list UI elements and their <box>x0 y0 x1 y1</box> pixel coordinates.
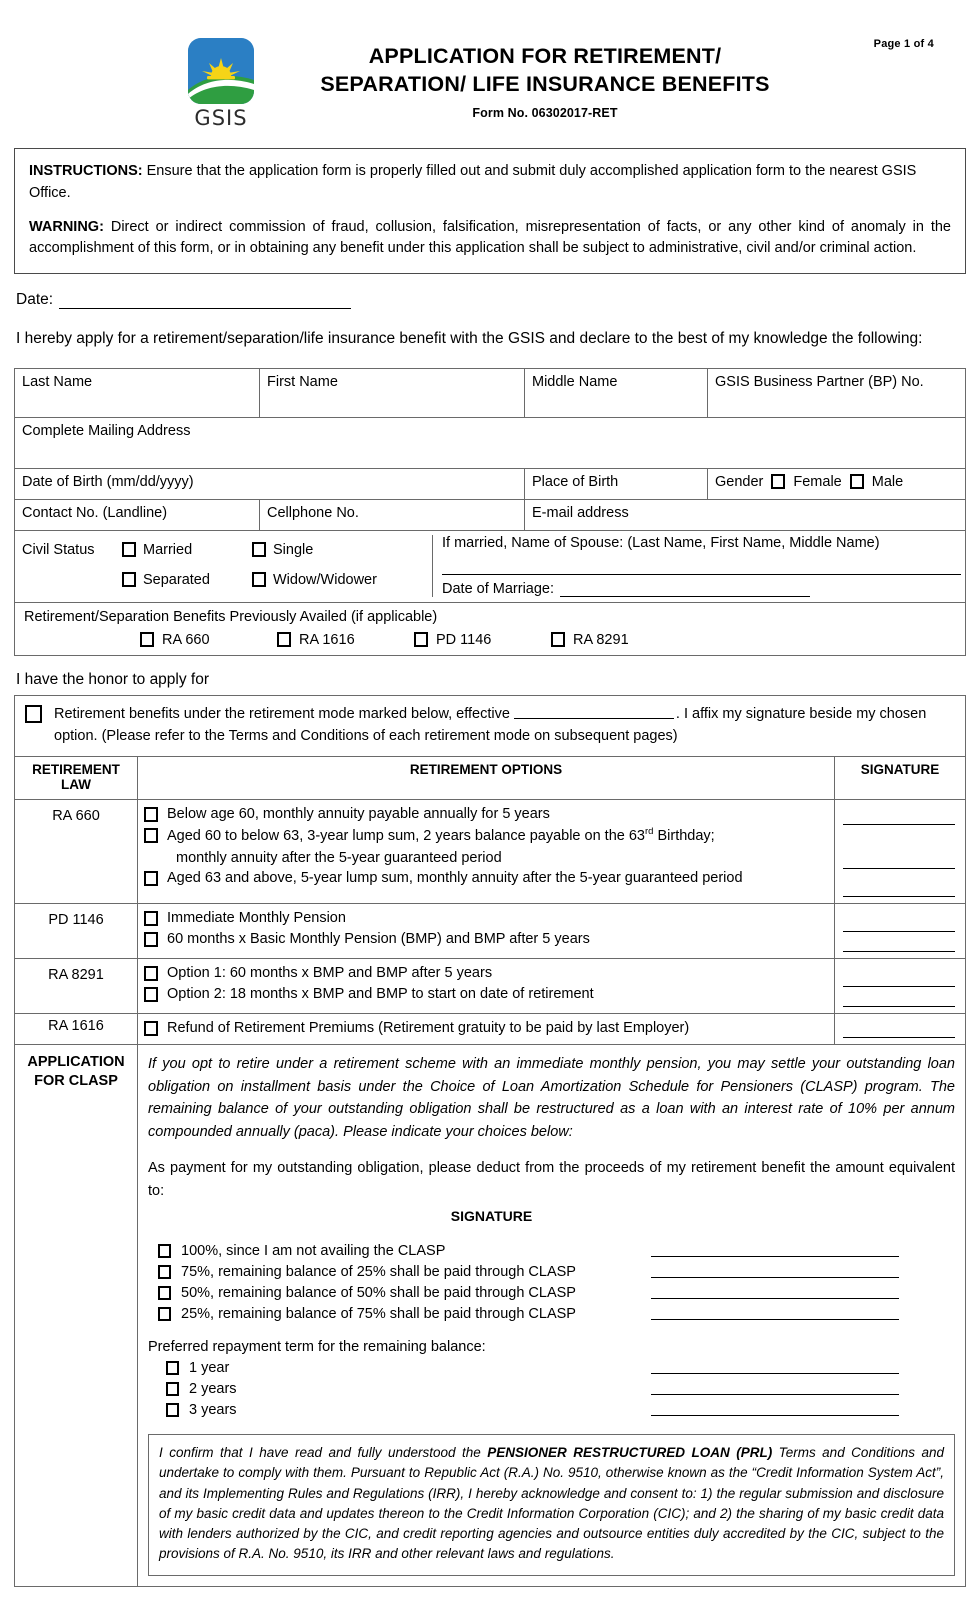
label-landline: Contact No. (Landline) <box>22 504 168 521</box>
honor-box <box>14 695 966 756</box>
label-clasp-100: 100%, since I am not availing the CLASP <box>181 1242 446 1259</box>
table-row-names <box>15 368 966 417</box>
label-prev-ra660: RA 660 <box>162 631 210 648</box>
clasp-payment-text: As payment for my outstanding obligation, please deduct from the proceeds of my retirement benefit the amount equivalent to: <box>148 1160 955 1199</box>
clasp-signature-header: SIGNATURE <box>450 1208 533 1225</box>
clasp-intro: If you opt to retire under a retirement scheme with an immediate monthly pension, you may settle your outstanding loan obligation on installment basis under the Choice of Loan Amortization Schedule for Pensioners (CLASP) program. The remaining balance of your outstanding obligation shall be restructured as a loan with an interest rate of 10% per annum compounded annually (paca). Please indicate your choices below: <box>148 1056 955 1140</box>
field-gender <box>708 468 966 499</box>
label-gender: Gender <box>715 473 764 490</box>
option-widow[interactable] <box>252 572 382 588</box>
label-clasp-25: 25%, remaining balance of 75% shall be paid through CLASP <box>181 1305 576 1322</box>
checkbox-ra8291-2[interactable] <box>144 987 158 1002</box>
instructions-box <box>14 148 966 274</box>
table-row-contact <box>15 499 966 530</box>
table-row-birth <box>15 468 966 499</box>
label-cellphone: Cellphone No. <box>267 504 359 521</box>
honor-text-a: Retirement benefits under the retirement mode marked below, effective <box>54 705 510 722</box>
civil-status-section <box>15 530 966 602</box>
retirement-table-header <box>15 756 966 799</box>
field-middle-name[interactable] <box>525 368 708 417</box>
checkbox-honor-wrap[interactable] <box>25 703 54 748</box>
declaration-text: I hereby apply for a retirement/separation/life insurance benefit with the GSIS and declare to the best of my knowledge the following: <box>16 330 923 347</box>
previously-availed-options <box>22 632 965 648</box>
label-gender-female: Female <box>793 473 842 490</box>
checkbox-pd1146-2[interactable] <box>144 932 158 947</box>
option-ra8291-1[interactable] <box>144 963 828 984</box>
checkbox-clasp-50[interactable] <box>158 1286 171 1300</box>
clasp-term-title: Preferred repayment term for the remaining balance: <box>148 1339 486 1356</box>
option-term-3-years[interactable] <box>148 1399 955 1420</box>
instructions-paragraph <box>29 161 951 205</box>
law-ra660: RA 660 <box>15 799 138 903</box>
header-signature: SIGNATURE <box>835 756 966 799</box>
table-row-clasp <box>15 1045 966 1586</box>
warning-text: Direct or indirect commission of fraud, collusion, falsification, misrepresentation of facts, or any other kind of anomaly in the accomplishment of this form, or in obtaining any benefit under this application shall be subject to administrative, civil and/or criminal action. <box>29 218 951 257</box>
prl-confirmation-box <box>148 1434 955 1576</box>
option-pd1146-1[interactable] <box>144 908 828 929</box>
date-of-marriage-row <box>442 581 965 597</box>
label-married: Married <box>143 541 193 558</box>
option-prev-ra1616[interactable] <box>277 632 414 648</box>
input-effective-date[interactable] <box>514 705 674 719</box>
checkbox-ra660-1[interactable] <box>144 807 158 822</box>
form-title-line-2: SEPARATION/ LIFE INSURANCE BENEFITS <box>320 72 770 97</box>
table-row-civil-status <box>15 530 966 602</box>
law-clasp-line2: FOR CLASP <box>34 1073 118 1090</box>
clasp-percent-options <box>148 1240 955 1324</box>
checkbox-prev-ra8291[interactable] <box>551 632 565 647</box>
label-bp-no: GSIS Business Partner (BP) No. <box>715 373 924 390</box>
law-pd1146: PD 1146 <box>15 903 138 958</box>
page-number <box>874 38 934 50</box>
clasp-term-options <box>148 1357 955 1420</box>
label-previously-availed: Retirement/Separation Benefits Previously Availed (if applicable) <box>24 608 438 625</box>
gsis-logo-text: GSIS <box>194 106 248 130</box>
header-retirement-law-line1: RETIREMENT <box>32 761 120 777</box>
signature-line-clasp-100[interactable] <box>651 1244 899 1257</box>
option-term-1-year[interactable] <box>148 1357 955 1378</box>
header-retirement-options: RETIREMENT OPTIONS <box>138 756 835 799</box>
field-bp-no[interactable] <box>708 368 966 417</box>
header-retirement-law-line2: LAW <box>61 777 91 793</box>
field-date-of-birth[interactable] <box>15 468 525 499</box>
personal-info-table <box>14 368 966 656</box>
signature-line-term-2-years[interactable] <box>651 1382 899 1395</box>
label-single: Single <box>273 541 314 558</box>
checkbox-married[interactable] <box>122 542 136 557</box>
signature-cell-ra1616 <box>835 1013 966 1045</box>
label-civil-status: Civil Status <box>22 541 95 558</box>
field-first-name[interactable] <box>260 368 525 417</box>
label-mailing-address: Complete Mailing Address <box>22 422 191 439</box>
signature-line-term-1-year[interactable] <box>651 1361 899 1374</box>
checkbox-prev-ra660[interactable] <box>140 632 154 647</box>
label-date-of-marriage: Date of Marriage: <box>442 580 555 597</box>
checkbox-gender-male[interactable] <box>850 474 864 489</box>
table-row-ra8291 <box>15 958 966 1013</box>
checkbox-clasp-25[interactable] <box>158 1307 171 1321</box>
option-pd1146-2[interactable] <box>144 929 828 950</box>
label-clasp-75: 75%, remaining balance of 25% shall be paid through CLASP <box>181 1263 576 1280</box>
label-ra660-1: Below age 60, monthly annuity payable annually for 5 years <box>167 805 550 822</box>
checkbox-ra660-3[interactable] <box>144 871 158 886</box>
page-number-total: 4 <box>927 38 934 50</box>
signature-cell-pd1146 <box>835 903 966 958</box>
checkbox-retirement-benefits[interactable] <box>25 705 42 723</box>
prl-confirmation-text <box>159 1443 944 1565</box>
label-first-name: First Name <box>267 373 338 390</box>
page-number-current: 1 <box>904 38 911 50</box>
field-landline[interactable] <box>15 499 260 530</box>
honor-heading: I have the honor to apply for <box>16 670 210 688</box>
label-widow-widower: Widow/Widower <box>273 571 377 588</box>
instructions-text: Ensure that the application form is properly filled out and submit duly accomplished application form to the nearest GSIS Office. <box>29 163 917 201</box>
label-last-name: Last Name <box>22 373 93 390</box>
checkbox-prev-ra1616[interactable] <box>277 632 291 647</box>
checkbox-term-2-years[interactable] <box>166 1382 179 1396</box>
field-place-of-birth[interactable] <box>525 468 708 499</box>
law-clasp-line1: APPLICATION <box>27 1054 125 1071</box>
clasp-section <box>138 1045 966 1586</box>
checkbox-single[interactable] <box>252 542 266 557</box>
signature-line-ra1616-1[interactable] <box>843 1036 955 1038</box>
option-prev-ra8291[interactable] <box>551 632 688 648</box>
checkbox-separated[interactable] <box>122 572 136 587</box>
label-ra1616-1: Refund of Retirement Premiums (Retirement gratuity to be paid by last Employer) <box>167 1019 690 1036</box>
signature-line-ra660-3[interactable] <box>843 895 955 897</box>
option-ra8291-2[interactable] <box>144 984 828 1005</box>
checkbox-term-3-years[interactable] <box>166 1403 179 1417</box>
label-clasp-50: 50%, remaining balance of 50% shall be paid through CLASP <box>181 1284 576 1301</box>
page-number-prefix: Page <box>873 38 901 50</box>
options-ra660 <box>138 799 835 903</box>
civil-status-options <box>22 535 430 597</box>
form-title-block <box>285 36 805 120</box>
label-ra660-2-cont: monthly annuity after the 5-year guaranteed period <box>176 849 502 866</box>
gsis-logo <box>175 38 267 130</box>
spouse-section <box>432 535 965 597</box>
signature-line-pd1146-2[interactable] <box>843 950 955 952</box>
option-ra660-1[interactable] <box>144 804 828 825</box>
checkbox-clasp-100[interactable] <box>158 1244 171 1258</box>
checkbox-ra8291-1[interactable] <box>144 966 158 981</box>
gsis-sun-hill-icon <box>188 38 254 104</box>
signature-line-clasp-75[interactable] <box>651 1265 899 1278</box>
honor-text <box>54 703 957 748</box>
label-ra660-3: Aged 63 and above, 5-year lump sum, monthly annuity after the 5-year guaranteed period <box>167 870 743 887</box>
signature-line-ra8291-2[interactable] <box>843 1005 955 1007</box>
label-prev-pd1146: PD 1146 <box>436 631 492 648</box>
signature-line-clasp-50[interactable] <box>651 1286 899 1299</box>
options-ra1616 <box>138 1013 835 1045</box>
page-number-middle: of <box>913 38 925 50</box>
table-row-pd1146 <box>15 903 966 958</box>
option-ra660-2[interactable] <box>144 825 828 846</box>
date-input[interactable] <box>59 293 351 309</box>
date-row <box>14 291 966 309</box>
field-cellphone[interactable] <box>260 499 525 530</box>
field-mailing-address[interactable] <box>15 417 966 468</box>
date-label: Date: <box>16 291 54 308</box>
option-clasp-25[interactable] <box>148 1303 955 1324</box>
label-pd1146-2: 60 months x Basic Monthly Pension (BMP) and BMP after 5 years <box>167 931 590 948</box>
label-term-2-years: 2 years <box>189 1380 237 1397</box>
prl-text-post: Terms and Conditions and undertake to comply with them. Pursuant to Republic Act (R.A.) No. 9510, otherwise known as the “Credit Information System Act”, and its Implementing Rules and Regulations (IRR), I hereby acknowledge and consent to: 1) the regular submission and disclosure of my basic credit data and updates thereon to the Credit Information Corporation (CIC); and 2) the sharing of my basic credit data with lenders authorized by the CIC, and credit reporting agencies and outsource entities duly accredited by the CIC, subject to the provisions of R.A. No. 9510, its IRR and other relevant laws and regulations. <box>159 1445 944 1562</box>
label-separated: Separated <box>143 571 210 588</box>
label-spouse-name: If married, Name of Spouse: (Last Name, First Name, Middle Name) <box>442 534 880 551</box>
input-spouse-name[interactable] <box>442 554 961 575</box>
field-email[interactable] <box>525 499 966 530</box>
retirement-options-table <box>14 756 966 1587</box>
option-ra660-3[interactable] <box>144 868 828 889</box>
label-gender-male: Male <box>871 473 904 490</box>
prl-text-bold: PENSIONER RESTRUCTURED LOAN (PRL) <box>487 1445 773 1461</box>
field-last-name[interactable] <box>15 368 260 417</box>
checkbox-clasp-75[interactable] <box>158 1265 171 1279</box>
input-date-of-marriage[interactable] <box>560 581 810 597</box>
label-pd1146-1: Immediate Monthly Pension <box>167 909 346 926</box>
instructions-label: INSTRUCTIONS: <box>29 163 143 179</box>
options-ra8291 <box>138 958 835 1013</box>
form-header <box>14 0 966 130</box>
label-ra660-2 <box>167 825 715 846</box>
option-separated[interactable] <box>122 572 252 588</box>
checkbox-ra1616-1[interactable] <box>144 1021 158 1036</box>
header-retirement-law <box>15 756 138 799</box>
civil-status-row-2 <box>22 565 426 595</box>
label-ra8291-1: Option 1: 60 months x BMP and BMP after 5 years <box>167 964 493 981</box>
law-ra1616: RA 1616 <box>15 1013 138 1045</box>
law-clasp <box>15 1045 138 1586</box>
signature-cell-ra8291 <box>835 958 966 1013</box>
option-term-2-years[interactable] <box>148 1378 955 1399</box>
gsis-logo-icon <box>188 38 254 104</box>
option-single[interactable] <box>252 542 382 558</box>
options-pd1146 <box>138 903 835 958</box>
label-place-of-birth: Place of Birth <box>532 473 619 490</box>
signature-line-term-3-years[interactable] <box>651 1403 899 1416</box>
signature-line-clasp-25[interactable] <box>651 1307 899 1320</box>
previously-availed-section <box>15 602 966 655</box>
checkbox-gender-female[interactable] <box>771 474 785 489</box>
label-ra660-2-sup: rd <box>645 826 654 838</box>
table-row-address <box>15 417 966 468</box>
table-row-previously-availed <box>15 602 966 655</box>
option-married[interactable] <box>122 542 252 558</box>
checkbox-ra660-2[interactable] <box>144 828 158 843</box>
label-middle-name: Middle Name <box>532 373 618 390</box>
option-prev-ra660[interactable] <box>140 632 277 648</box>
label-date-of-birth: Date of Birth (mm/dd/yyyy) <box>22 473 194 490</box>
checkbox-term-1-year[interactable] <box>166 1361 179 1375</box>
label-ra8291-2: Option 2: 18 months x BMP and BMP to start on date of retirement <box>167 986 594 1003</box>
option-prev-pd1146[interactable] <box>414 632 551 648</box>
label-ra660-2-pre: Aged 60 to below 63, 3-year lump sum, 2 years balance payable on the 63 <box>167 828 645 845</box>
warning-paragraph <box>29 217 951 261</box>
table-row-ra1616 <box>15 1013 966 1045</box>
label-term-1-year: 1 year <box>189 1359 230 1376</box>
option-clasp-100[interactable] <box>148 1240 955 1261</box>
checkbox-pd1146-1[interactable] <box>144 911 158 926</box>
label-ra660-2-post: Birthday; <box>653 828 715 845</box>
prl-text-pre: I confirm that I have read and fully understood the <box>159 1445 488 1461</box>
checkbox-widow-widower[interactable] <box>252 572 266 587</box>
label-email: E-mail address <box>532 504 629 521</box>
form-title-line-1: APPLICATION FOR RETIREMENT/ <box>368 44 722 68</box>
option-ra1616-1[interactable] <box>144 1018 828 1039</box>
label-prev-ra1616: RA 1616 <box>299 631 355 648</box>
label-prev-ra8291: RA 8291 <box>573 631 629 648</box>
civil-status-row-1 <box>22 535 426 565</box>
table-row-ra660 <box>15 799 966 903</box>
law-ra8291: RA 8291 <box>15 958 138 1013</box>
honor-text-b: . I affix my signature beside my chosen option. (Please refer to the Terms and Conditions of each retirement mode on subsequent pages) <box>54 705 927 745</box>
label-term-3-years: 3 years <box>189 1401 237 1418</box>
option-clasp-75[interactable] <box>148 1261 955 1282</box>
signature-cell-ra660 <box>835 799 966 903</box>
checkbox-prev-pd1146[interactable] <box>414 632 428 647</box>
option-clasp-50[interactable] <box>148 1282 955 1303</box>
form-number: Form No. 06302017-RET <box>472 105 618 120</box>
warning-label: WARNING: <box>29 218 104 235</box>
